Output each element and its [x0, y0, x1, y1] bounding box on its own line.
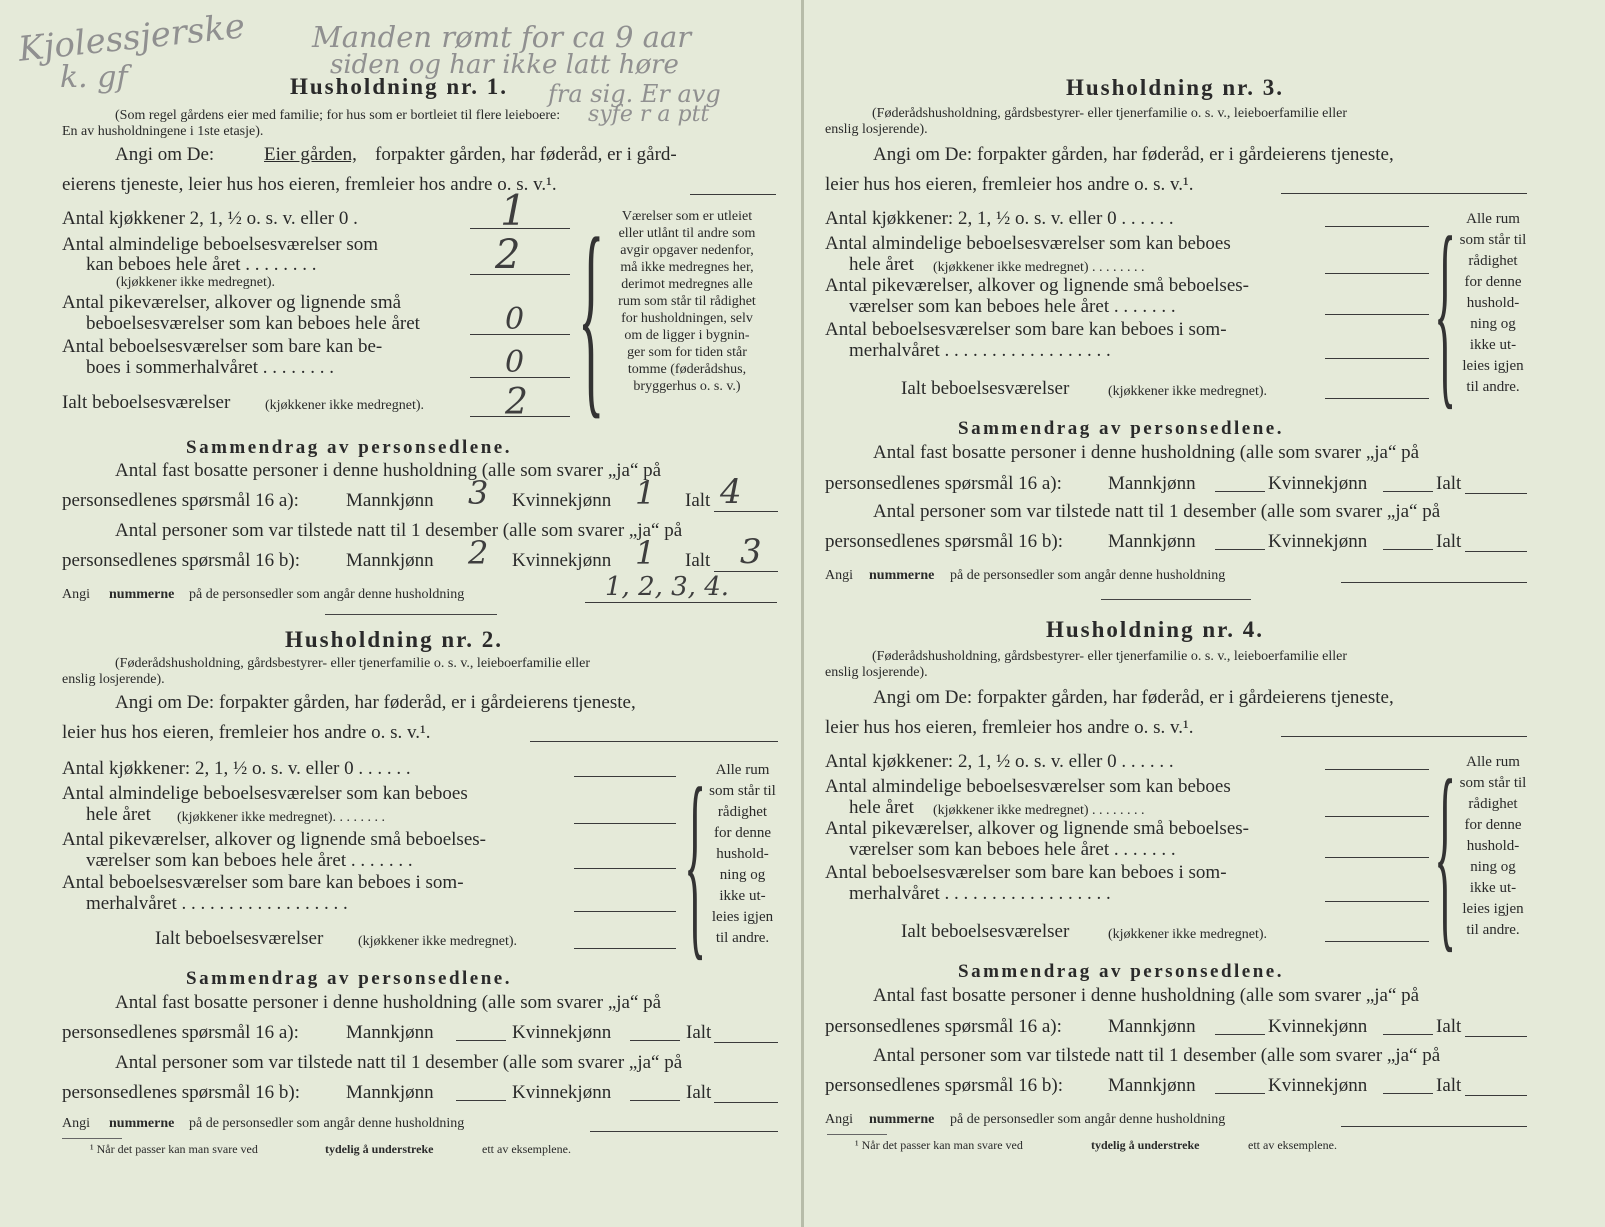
brace-icon: { [1434, 738, 1457, 970]
h1-summer-rooms-value: 0 [505, 345, 525, 380]
h3-kitchens-label: Antal kjøkkener: 2, 1, ½ o. s. v. eller 0 . . . . . . [825, 208, 1174, 229]
h3-summary-title: Sammendrag av personsedlene. [958, 418, 1284, 439]
household-1-angi-label: Angi om De: [115, 144, 215, 165]
h1-present-total-label: Ialt [685, 550, 711, 571]
h1-total-value: 4 [720, 472, 742, 512]
answer-line [1215, 1034, 1265, 1035]
h4-numbers-label-c: på de personsedler som angår denne husholdning [950, 1112, 1226, 1127]
h4-female-label: Kvinnekjønn [1268, 1016, 1368, 1037]
answer-line [690, 194, 776, 195]
h1-summary-line-1: Antal fast bosatte personer i denne husholdning (alle som svarer „ja“ på [115, 460, 662, 481]
household-2-title: Husholdning nr. 2. [285, 627, 503, 652]
h3-small-rooms-label-2: værelser som kan beboes hele året . . . . . . . [849, 296, 1176, 317]
h1-summary-line-3: Antal personer som var tilstede natt til 1 desember (alle som svarer „ja“ på [115, 520, 683, 541]
answer-line [574, 868, 676, 869]
h2-rooms-note: Alle rum som står til rådighet for denne hushold- ning og ikke ut- leies igjen til andre. [709, 762, 776, 946]
household-2-subtitle-2: enslig losjerende). [62, 672, 165, 687]
answer-line [574, 823, 676, 824]
h4-rooms-label-3: (kjøkkener ikke medregnet) . . . . . . . . [933, 803, 1145, 818]
household-1-angi-options-2: eierens tjeneste, leier hus hos eieren, fremleier hos andre o. s. v.¹. [62, 174, 557, 195]
section-divider [1101, 599, 1251, 600]
h4-summer-rooms-label-1: Antal beboelsesværelser som bare kan beboes i som- [825, 862, 1227, 883]
h2-numbers-label-c: på de personsedler som angår denne husholdning [189, 1116, 465, 1131]
h3-female-label: Kvinnekjønn [1268, 473, 1368, 494]
household-2-angi-2: leier hus hos eieren, fremleier hos andre o. s. v.¹. [62, 722, 431, 743]
h2-rooms-label-1: Antal almindelige beboelsesværelser som kan beboes [62, 783, 468, 804]
h2-summer-rooms-label-2: merhalvåret . . . . . . . . . . . . . . . . . . [86, 893, 348, 914]
h1-kitchens-value: 1 [500, 186, 527, 235]
handwritten-remark-4: syfe r a ptt [588, 102, 710, 127]
h4-male-label: Mannkjønn [1108, 1016, 1196, 1037]
h3-summer-rooms-label-2: merhalvåret . . . . . . . . . . . . . . . . . . [849, 340, 1111, 361]
household-1-subtitle-1: (Som regel gårdens eier med familie; for hus som er bortleiet til flere leieboere: [115, 108, 561, 123]
h4-present-female-label: Kvinnekjønn [1268, 1075, 1368, 1096]
h2-summary-line-2: personsedlenes spørsmål 16 a): [62, 1022, 299, 1043]
answer-line [1383, 491, 1433, 492]
h3-total-rooms-note: (kjøkkener ikke medregnet). [1108, 384, 1267, 399]
h3-total-rooms-label: Ialt beboelsesværelser [901, 378, 1070, 399]
h1-summer-rooms-label-1: Antal beboelsesværelser som bare kan be- [62, 336, 383, 357]
h4-small-rooms-label-1: Antal pikeværelser, alkover og lignende små beboelses- [825, 818, 1249, 839]
household-4-subtitle-1: (Føderådshusholdning, gårdsbestyrer- eller tjenerfamilie o. s. v., leieboerfamilie eller [872, 649, 1348, 664]
answer-line [1325, 398, 1429, 399]
household-3-angi-2: leier hus hos eieren, fremleier hos andre o. s. v.¹. [825, 174, 1194, 195]
h4-summary-line-3: Antal personer som var tilstede natt til 1 desember (alle som svarer „ja“ på [873, 1045, 1441, 1066]
h3-present-total-label: Ialt [1436, 531, 1462, 552]
answer-line [1215, 491, 1265, 492]
h1-summary-line-4: personsedlenes spørsmål 16 b): [62, 550, 300, 571]
h1-summary-title: Sammendrag av personsedlene. [186, 437, 512, 458]
h1-male-value: 3 [468, 474, 489, 512]
footnote-b: tydelig å understreke [325, 1142, 434, 1156]
h4-summary-title: Sammendrag av personsedlene. [958, 961, 1284, 982]
footnote-divider [62, 1138, 122, 1139]
answer-line [1465, 1036, 1527, 1037]
answer-line [470, 228, 570, 229]
household-2-angi-1: Angi om De: forpakter gården, har føderåd, er i gårdeierens tjeneste, [115, 692, 636, 713]
h1-male-label: Mannkjønn [346, 490, 434, 511]
household-1-angi-options: forpakter gården, har føderåd, er i gård- [375, 144, 677, 165]
footnote-b: tydelig å understreke [1091, 1138, 1200, 1152]
answer-line [1325, 273, 1429, 274]
h2-total-label: Ialt [686, 1022, 712, 1043]
h1-small-rooms-label-1: Antal pikeværelser, alkover og lignende små [62, 292, 402, 313]
footnote-a: ¹ Når det passer kan man svare ved [855, 1138, 1023, 1152]
h4-kitchens-label: Antal kjøkkener: 2, 1, ½ o. s. v. eller 0 . . . . . . [825, 751, 1174, 772]
h3-present-male-label: Mannkjønn [1108, 531, 1196, 552]
h1-summary-line-2: personsedlenes spørsmål 16 a): [62, 490, 299, 511]
h1-present-male-label: Mannkjønn [346, 550, 434, 571]
answer-line [1383, 1093, 1433, 1094]
left-page [0, 0, 802, 1227]
h3-summer-rooms-label-1: Antal beboelsesværelser som bare kan beboes i som- [825, 319, 1227, 340]
h2-small-rooms-label-2: værelser som kan beboes hele året . . . . . . . [86, 850, 413, 871]
handwritten-remark-2: siden og har ikke latt høre [330, 50, 679, 80]
household-1-title: Husholdning nr. 1. [290, 74, 508, 99]
h2-summary-title: Sammendrag av personsedlene. [186, 968, 512, 989]
h1-numbers-label-a: Angi [62, 587, 90, 602]
answer-line [470, 377, 570, 378]
answer-line [714, 511, 778, 512]
h3-summary-line-4: personsedlenes spørsmål 16 b): [825, 531, 1063, 552]
h1-total-rooms-value: 2 [505, 382, 528, 423]
household-3-subtitle-2: enslig losjerende). [825, 122, 928, 137]
handwritten-remark-1: Manden rømt for ca 9 aar [312, 20, 692, 54]
h4-rooms-label-2: hele året [849, 797, 914, 818]
brace-icon: { [578, 193, 605, 437]
h1-numbers-label-b: nummerne [109, 587, 175, 602]
answer-line [1465, 1095, 1527, 1096]
h3-rooms-note: Alle rum som står til rådighet for denne hushold- ning og ikke ut- leies igjen til andre. [1459, 211, 1527, 395]
footnote-c: ett av eksemplene. [1248, 1138, 1337, 1152]
h2-summary-line-1: Antal fast bosatte personer i denne husholdning (alle som svarer „ja“ på [115, 992, 662, 1013]
h4-present-total-label: Ialt [1436, 1075, 1462, 1096]
household-2-subtitle-1: (Føderådshusholdning, gårdsbestyrer- eller tjenerfamilie o. s. v., leieboerfamilie eller [115, 656, 591, 671]
h4-summer-rooms-label-2: merhalvåret . . . . . . . . . . . . . . . . . . [849, 883, 1111, 904]
h2-numbers-label-a: Angi [62, 1116, 90, 1131]
h3-numbers-label-b: nummerne [869, 568, 935, 583]
answer-line [585, 602, 777, 603]
answer-line [1465, 551, 1527, 552]
h2-numbers-label-b: nummerne [109, 1116, 175, 1131]
household-3-angi-1: Angi om De: forpakter gården, har føderåd, er i gårdeierens tjeneste, [873, 144, 1394, 165]
h1-rooms-label-1: Antal almindelige beboelsesværelser som [62, 234, 379, 255]
h3-male-label: Mannkjønn [1108, 473, 1196, 494]
brace-icon: { [684, 746, 707, 978]
h4-total-rooms-label: Ialt beboelsesværelser [901, 921, 1070, 942]
answer-line [1325, 769, 1429, 770]
household-4-subtitle-2: enslig losjerende). [825, 665, 928, 680]
answer-line [1341, 582, 1527, 583]
answer-line [1325, 358, 1429, 359]
answer-line [1215, 549, 1265, 550]
h2-summary-line-4: personsedlenes spørsmål 16 b): [62, 1082, 300, 1103]
h2-rooms-label-2: hele året [86, 804, 151, 825]
h3-summary-line-1: Antal fast bosatte personer i denne husholdning (alle som svarer „ja“ på [873, 442, 1420, 463]
answer-line [590, 1131, 778, 1132]
h1-present-total-value: 3 [740, 532, 762, 572]
h2-summary-line-3: Antal personer som var tilstede natt til 1 desember (alle som svarer „ja“ på [115, 1052, 683, 1073]
h1-present-female-value: 1 [635, 534, 656, 572]
household-1-angi-eier: Eier gården, [264, 144, 357, 165]
answer-line [1341, 1126, 1527, 1127]
h1-rooms-value: 2 [495, 232, 521, 278]
h1-numbers-value: 1, 2, 3, 4. [605, 572, 730, 602]
answer-line [1215, 1093, 1265, 1094]
h3-numbers-label-a: Angi [825, 568, 853, 583]
h1-rooms-note: Værelser som er utleiet eller utlånt til andre som avgir opgaver nedenfor, må ikke medregnes her, derimot medregnes alle rum som står til rådighet for husholdningen, selv om de ligger i bygnin- ger som for tiden står tomme (føderådshus, bryggerhus o. s. v.) [618, 209, 756, 394]
h1-present-female-label: Kvinnekjønn [512, 550, 612, 571]
right-page [803, 0, 1605, 1227]
h3-numbers-label-c: på de personsedler som angår denne husholdning [950, 568, 1226, 583]
h4-small-rooms-label-2: værelser som kan beboes hele året . . . . . . . [849, 839, 1176, 860]
answer-line [714, 1042, 778, 1043]
answer-line [1325, 901, 1429, 902]
h4-numbers-label-a: Angi [825, 1112, 853, 1127]
answer-line [574, 776, 676, 777]
h4-total-label: Ialt [1436, 1016, 1462, 1037]
brace-icon: { [1434, 195, 1457, 427]
h4-rooms-label-1: Antal almindelige beboelsesværelser som kan beboes [825, 776, 1231, 797]
answer-line [456, 1100, 506, 1101]
household-1-subtitle-2: En av husholdningene i 1ste etasje). [62, 124, 264, 139]
answer-line [714, 1102, 778, 1103]
h2-total-rooms-note: (kjøkkener ikke medregnet). [358, 934, 517, 949]
h1-total-label: Ialt [685, 490, 711, 511]
h4-summary-line-4: personsedlenes spørsmål 16 b): [825, 1075, 1063, 1096]
household-3-title: Husholdning nr. 3. [1066, 75, 1284, 100]
answer-line [630, 1040, 680, 1041]
answer-line [1281, 193, 1527, 194]
handwritten-remark-3: fra sig. Er avg [548, 80, 721, 108]
section-divider [325, 614, 497, 615]
answer-line [530, 741, 778, 742]
h1-female-label: Kvinnekjønn [512, 490, 612, 511]
h1-numbers-label-c: på de personsedler som angår denne husholdning [189, 587, 465, 602]
h3-rooms-label-3: (kjøkkener ikke medregnet) . . . . . . . . [933, 260, 1145, 275]
answer-line [1325, 857, 1429, 858]
footnote-divider [827, 1134, 887, 1135]
h3-summary-line-2: personsedlenes spørsmål 16 a): [825, 473, 1062, 494]
answer-line [1383, 1034, 1433, 1035]
answer-line [1281, 736, 1527, 737]
answer-line [1383, 549, 1433, 550]
household-4-title: Husholdning nr. 4. [1046, 617, 1264, 642]
h4-rooms-note: Alle rum som står til rådighet for denne hushold- ning og ikke ut- leies igjen til andre. [1459, 754, 1527, 938]
h4-summary-line-1: Antal fast bosatte personer i denne husholdning (alle som svarer „ja“ på [873, 985, 1420, 1006]
h1-total-rooms-note: (kjøkkener ikke medregnet). [265, 398, 424, 413]
h4-numbers-label-b: nummerne [869, 1112, 935, 1127]
handwritten-occupation: Kjolessjerske [16, 6, 247, 70]
household-3-subtitle-1: (Føderådshusholdning, gårdsbestyrer- eller tjenerfamilie o. s. v., leieboerfamilie eller [872, 106, 1348, 121]
answer-line [1325, 941, 1429, 942]
answer-line [470, 334, 570, 335]
answer-line [574, 911, 676, 912]
h2-present-female-label: Kvinnekjønn [512, 1082, 612, 1103]
household-4-angi-2: leier hus hos eieren, fremleier hos andre o. s. v.¹. [825, 717, 1194, 738]
footnote-a: ¹ Når det passer kan man svare ved [90, 1142, 258, 1156]
h3-present-female-label: Kvinnekjønn [1268, 531, 1368, 552]
h1-small-rooms-label-2: beboelsesværelser som kan beboes hele året [86, 313, 420, 334]
answer-line [456, 1040, 506, 1041]
footnote-c: ett av eksemplene. [482, 1142, 571, 1156]
answer-line [1325, 226, 1429, 227]
h2-male-label: Mannkjønn [346, 1022, 434, 1043]
h3-rooms-label-2: hele året [849, 254, 914, 275]
h3-small-rooms-label-1: Antal pikeværelser, alkover og lignende små beboelses- [825, 275, 1249, 296]
h1-total-rooms-label: Ialt beboelsesværelser [62, 392, 231, 413]
h1-present-male-value: 2 [468, 534, 489, 572]
h2-present-male-label: Mannkjønn [346, 1082, 434, 1103]
h4-total-rooms-note: (kjøkkener ikke medregnet). [1108, 927, 1267, 942]
h2-kitchens-label: Antal kjøkkener: 2, 1, ½ o. s. v. eller 0 . . . . . . [62, 758, 411, 779]
h1-summer-rooms-label-2: boes i sommerhalvåret . . . . . . . . [86, 357, 335, 378]
answer-line [1325, 314, 1429, 315]
h3-summary-line-3: Antal personer som var tilstede natt til 1 desember (alle som svarer „ja“ på [873, 501, 1441, 522]
h1-female-value: 1 [635, 474, 656, 512]
answer-line [470, 274, 570, 275]
answer-line [1325, 816, 1429, 817]
h2-rooms-label-3: (kjøkkener ikke medregnet). . . . . . . . [177, 810, 385, 825]
h1-rooms-label-3: (kjøkkener ikke medregnet). [116, 275, 275, 290]
answer-line [574, 948, 676, 949]
h4-summary-line-2: personsedlenes spørsmål 16 a): [825, 1016, 1062, 1037]
h3-rooms-label-1: Antal almindelige beboelsesværelser som kan beboes [825, 233, 1231, 254]
h3-total-label: Ialt [1436, 473, 1462, 494]
h2-summer-rooms-label-1: Antal beboelsesværelser som bare kan beboes i som- [62, 872, 464, 893]
h2-present-total-label: Ialt [686, 1082, 712, 1103]
handwritten-marital: k. gf [60, 60, 128, 95]
h1-small-rooms-value: 0 [505, 302, 525, 337]
answer-line [470, 416, 570, 417]
h2-female-label: Kvinnekjønn [512, 1022, 612, 1043]
answer-line [1465, 493, 1527, 494]
h1-rooms-label-2: kan beboes hele året . . . . . . . . [86, 254, 317, 275]
answer-line [630, 1100, 680, 1101]
h2-total-rooms-label: Ialt beboelsesværelser [155, 928, 324, 949]
h2-small-rooms-label-1: Antal pikeværelser, alkover og lignende små beboelses- [62, 829, 486, 850]
household-4-angi-1: Angi om De: forpakter gården, har føderåd, er i gårdeierens tjeneste, [873, 687, 1394, 708]
h4-present-male-label: Mannkjønn [1108, 1075, 1196, 1096]
h1-kitchens-label: Antal kjøkkener 2, 1, ½ o. s. v. eller 0 . [62, 208, 358, 229]
